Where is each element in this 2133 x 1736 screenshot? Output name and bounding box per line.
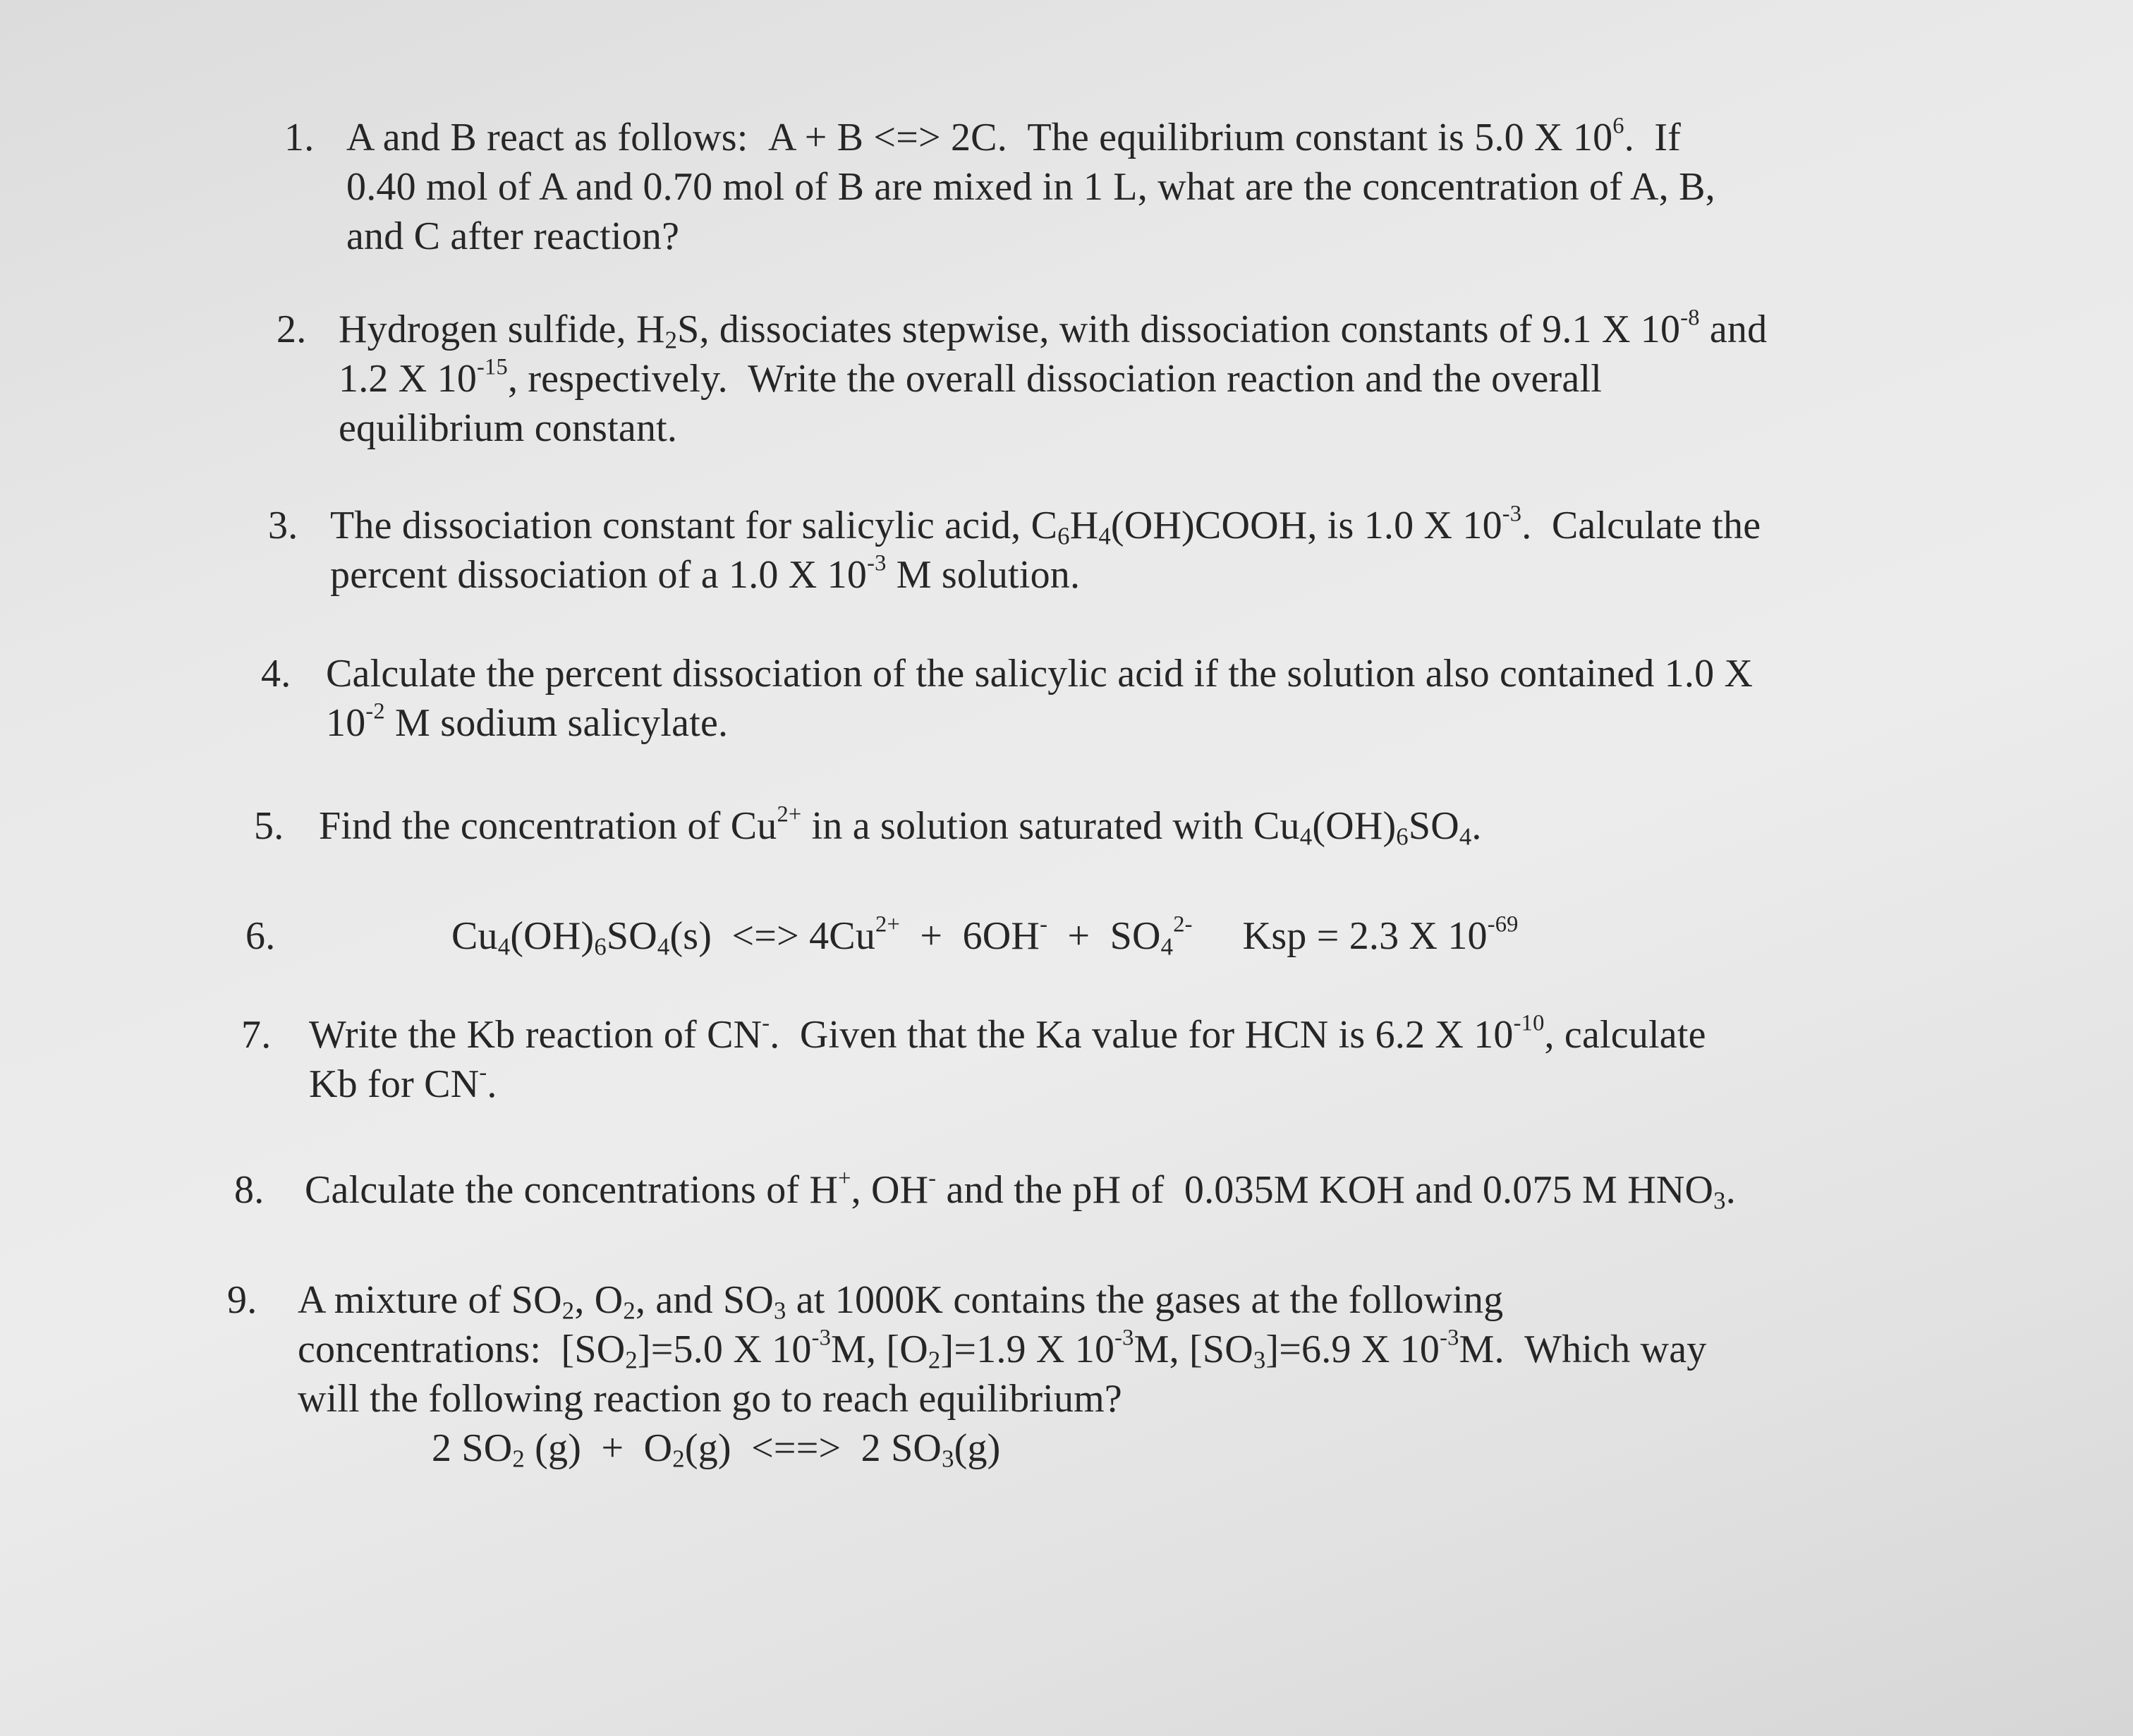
- text-line: $10^{-2}$ M sodium salicylate.: [326, 698, 729, 745]
- text-line: concentrations: $[SO_2]=5.0$ X $10^{-3}M$, $[O_2]=1.9$ X $10^{-3}M$, $[SO_3]=6.9$ X $10^{-3}M$. Which way: [298, 1325, 1707, 1374]
- question-text: [298, 1275, 1707, 1473]
- text-line: Find the concentration of $Cu^{2+}$ in a solution saturated with $Cu_4(OH)_6SO_4$.: [319, 801, 1482, 851]
- question-number: 9.: [227, 1278, 257, 1322]
- question-number: 2.: [276, 308, 307, 351]
- question-text: [339, 305, 1767, 453]
- question-text: [305, 1165, 1736, 1215]
- question-text: [346, 113, 1715, 261]
- question-number: 1.: [284, 116, 315, 159]
- text-line: Calculate the concentrations of H+, OH- and the pH of 0.035M KOH and 0.075 M $HNO_3$.: [305, 1165, 1736, 1215]
- text-line: percent dissociation of a 1.0 X $10^{-3}$ M solution.: [330, 550, 1081, 597]
- text-line: Calculate the percent dissociation of the salicylic acid if the solution also contained 1.0 X: [326, 652, 1754, 696]
- question-number: 8.: [234, 1168, 265, 1212]
- question-text: [330, 501, 1761, 600]
- text-line: 0.40 mol of A and 0.70 mol of B are mixed in 1 L, what are the concentration of A, B,: [346, 165, 1715, 209]
- text-line: equilibrium constant.: [339, 406, 678, 450]
- text-line: $Cu_4(OH)_6SO_4(s)$ <=> $4Cu^{2+} + 6OH^- + SO_4^{2-}$ Ksp = 2.3 X $10^{-69}$: [451, 911, 1519, 961]
- text-line: will the following reaction go to reach equilibrium?: [298, 1377, 1122, 1421]
- question-number: 5.: [254, 804, 284, 848]
- question-text: [319, 801, 1482, 851]
- text-line: Kb for CN-.: [309, 1060, 497, 1106]
- text-line: A and B react as follows: A + B <=> 2C. The equilibrium constant is 5.0 X $10^6$. If: [346, 113, 1682, 159]
- text-line: Write the Kb reaction of CN-. Given that the Ka value for HCN is 6.2 X $10^{-10}$, calculate: [309, 1010, 1706, 1057]
- text-line: 1.2 X $10^{-15}$, respectively. Write the overall dissociation reaction and the overall: [339, 354, 1602, 401]
- text-line: and C after reaction?: [346, 214, 680, 258]
- text-line: A mixture of $SO_2$, $O_2$, and $SO_3$ at 1000K contains the gases at the following: [298, 1278, 1504, 1325]
- text-line: 2 $SO_2$ $(g) + O_2(g)$ <==> 2 $SO_3(g)$: [432, 1426, 1001, 1473]
- equation-text: [451, 911, 1519, 961]
- question-number: 7.: [241, 1013, 272, 1057]
- text-line: The dissociation constant for salicylic acid, $C_6H_4(OH)COOH$, is 1.0 X $10^{-3}$. Calculate the: [330, 501, 1761, 550]
- question-text: [326, 649, 1753, 748]
- question-number: 6.: [245, 914, 276, 958]
- text-line: Hydrogen sulfide, $H_2S$, dissociates stepwise, with dissociation constants of 9.1 X $10^{-8}$ and: [339, 305, 1768, 354]
- question-number: 4.: [261, 652, 291, 696]
- question-number: 3.: [268, 504, 298, 547]
- question-text: [309, 1010, 1706, 1109]
